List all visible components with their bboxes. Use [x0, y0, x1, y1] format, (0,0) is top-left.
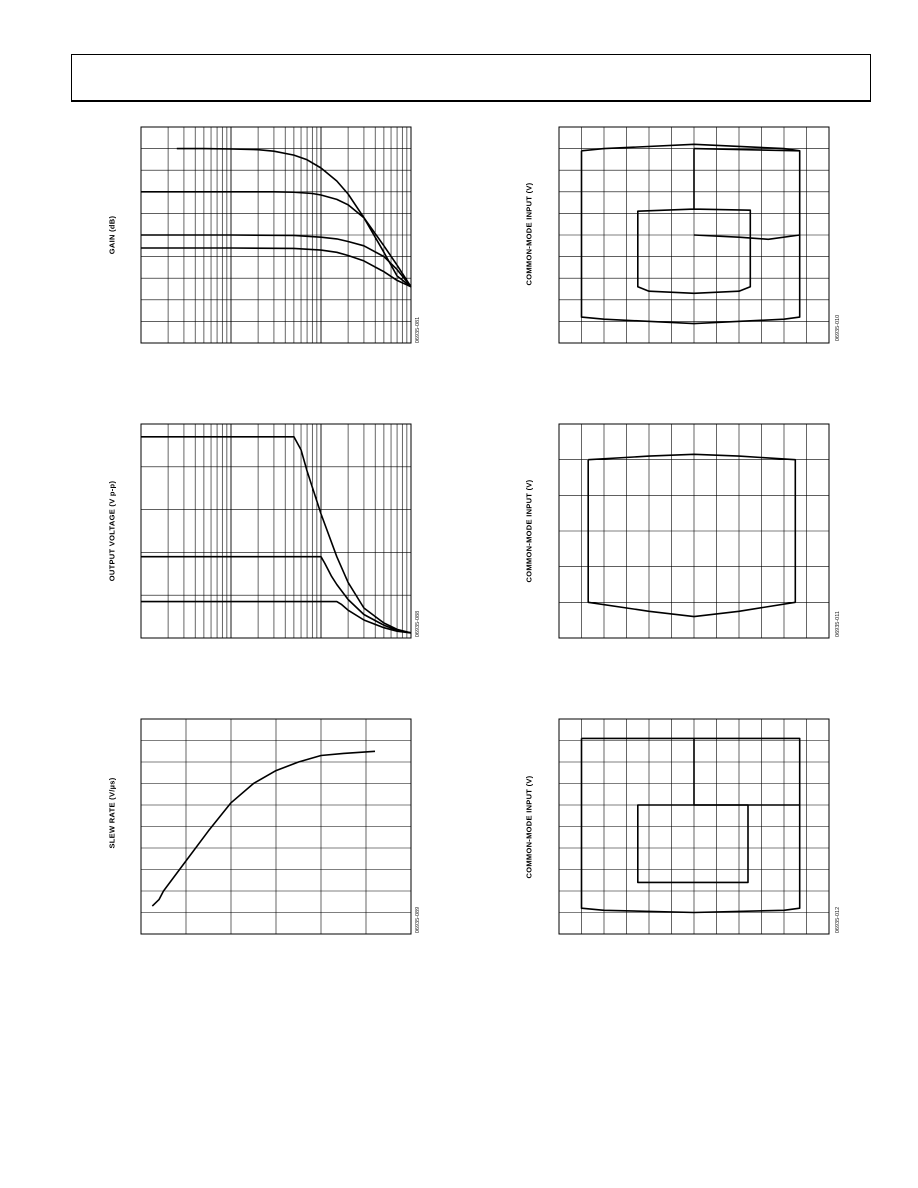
common-mode-input-3-figure-id: 06935-012: [835, 906, 841, 934]
output-voltage-y-axis-label: OUTPUT VOLTAGE (V p-p): [107, 480, 117, 582]
gain-figure-id: 06935-081: [415, 316, 421, 344]
gain-y-axis-label: GAIN (dB): [107, 215, 117, 255]
common-mode-input-1-figure-id: 06935-010: [835, 314, 841, 342]
common-mode-input-3-y-axis-label: COMMON-MODE INPUT (V): [524, 775, 534, 879]
slew-rate-chart-plot: [141, 719, 411, 934]
gridlines: [559, 424, 829, 638]
series-line-1: [582, 738, 800, 912]
gain-chart: [141, 127, 411, 343]
common-mode-input-2-y-axis-label: COMMON-MODE INPUT (V): [524, 479, 534, 583]
slew-rate-figure-id: 06935-089: [415, 906, 421, 934]
output-voltage-chart: [141, 424, 411, 638]
slew-rate-chart: [141, 719, 411, 934]
series-line-4: [141, 248, 411, 287]
plot-frame: [141, 424, 411, 638]
gridlines: [141, 424, 411, 638]
series-line-3: [141, 235, 411, 287]
series-line-2: [141, 557, 411, 633]
series-line-3: [638, 805, 748, 882]
page-header-box: [71, 54, 871, 102]
common-mode-input-chart-1: [559, 127, 829, 343]
common-mode-input-chart-2: [559, 424, 829, 638]
common-mode-input-chart-1-plot: [559, 127, 829, 343]
common-mode-input-chart-3-plot: [559, 719, 829, 934]
gain-chart-plot: [141, 127, 411, 343]
common-mode-input-chart-3: [559, 719, 829, 934]
series-line-1: [582, 144, 800, 323]
output-voltage-figure-id: 06935-088: [415, 610, 421, 638]
series-line-2: [141, 192, 411, 287]
common-mode-input-1-y-axis-label: COMMON-MODE INPUT (V): [524, 182, 534, 286]
slew-rate-y-axis-label: SLEW RATE (V/µs): [107, 777, 117, 849]
common-mode-input-chart-2-plot: [559, 424, 829, 638]
series-line-1: [588, 454, 795, 616]
common-mode-input-2-figure-id: 06935-011: [835, 611, 841, 637]
output-voltage-chart-plot: [141, 424, 411, 638]
series-line-1: [141, 437, 411, 633]
